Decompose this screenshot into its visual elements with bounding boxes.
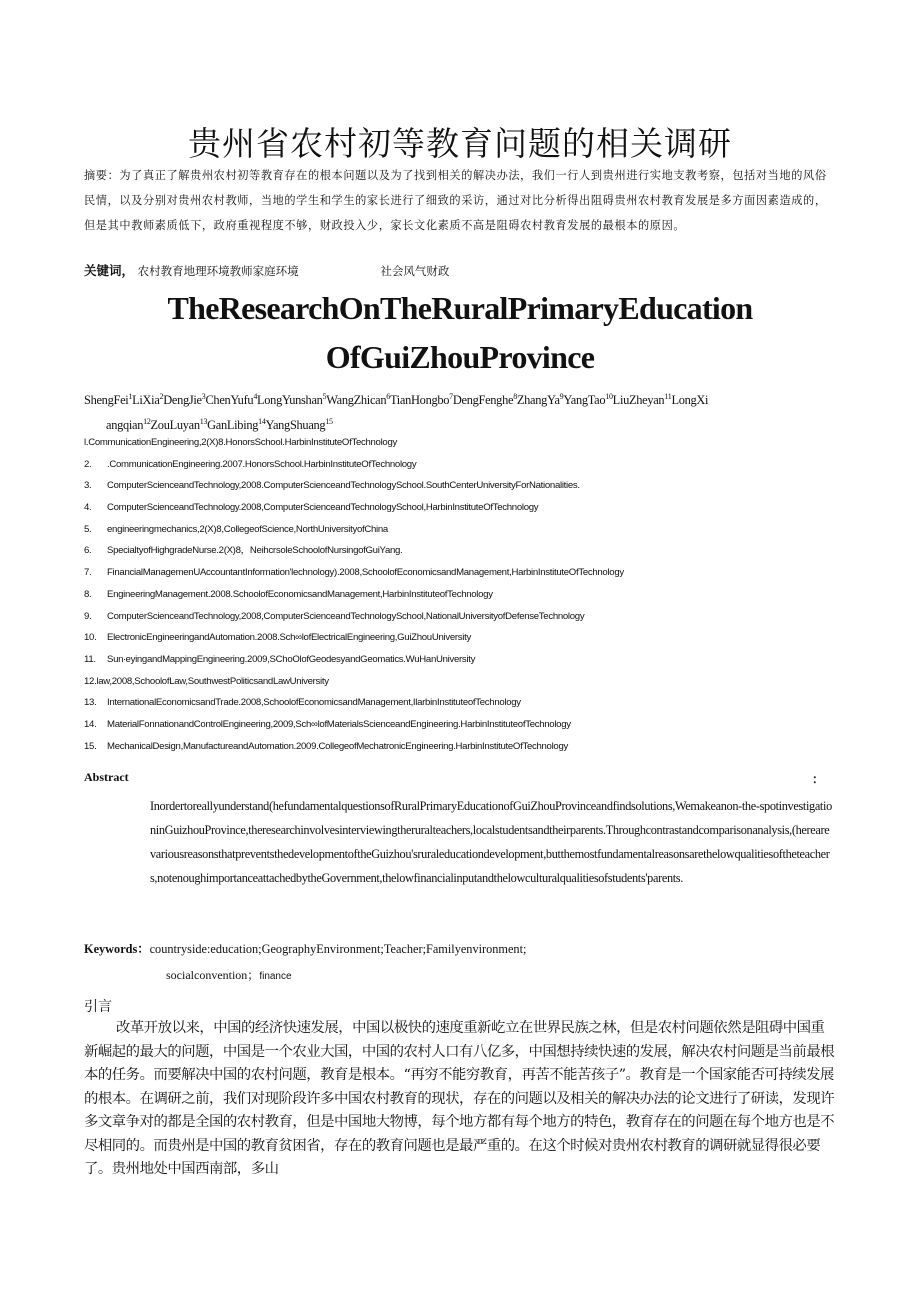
- affiliation-text: ComputerScienceandTechnology,2008,ComputerScienceandTechnologySchool,NationalUniversityofDefenseTechnology: [107, 610, 585, 622]
- affiliation-number: 3.: [84, 480, 92, 492]
- author-sup: 12: [143, 417, 151, 427]
- affiliation-text: l.CommunicationEngineering,2(X)8.HonorsSchool.HarbinInstituteOfTechnology: [84, 437, 397, 448]
- affiliation-number: 4.: [84, 502, 92, 514]
- author-line-1: [84, 386, 840, 411]
- author: ShengFei: [84, 393, 129, 408]
- affiliation-item: [84, 649, 864, 671]
- affiliation-number: 13.: [84, 697, 97, 709]
- chinese-keywords-part1: 农村教育地理环境教师家庭环境: [137, 264, 299, 278]
- affiliation-number: 2.: [84, 458, 92, 470]
- affiliation-text: InternationalEconomicsandTrade.2008,SchoolofEconomicsandManagement,IlarbinInstituteofTechnology: [107, 697, 521, 709]
- affiliation-text: EngineeringManagement.2008.SchoolofEconomicsandManagement,HarbinInstituteofTechnology: [107, 588, 493, 600]
- author: ZhangYa: [516, 393, 560, 408]
- author-list: [84, 386, 840, 436]
- affiliation-number: 5.: [84, 523, 92, 535]
- author-sup: 10: [605, 392, 613, 401]
- author-sup: 14: [258, 417, 266, 427]
- author-sup: 15: [325, 417, 333, 427]
- author-sup: 6: [386, 392, 390, 401]
- affiliation-item: [84, 736, 864, 758]
- intro-heading: 引言: [84, 999, 112, 1015]
- keywords-text-2a: socialconvention；: [166, 968, 260, 982]
- chinese-keywords: [84, 262, 836, 280]
- author: YangTao: [563, 393, 606, 408]
- chinese-abstract: 摘要：为了真正了解贵州农村初等教育存在的根本问题以及为了找到相关的解决办法，我们一行人到贵州进行实地支教考察，包括对当地的风俗民情，以及分别对贵州农村教师，当地的学生和学生的家长进行了细致的采访，通过对比分析得出阻碍贵州农村教育发展是多方面因素造成的，但是其中教师素质低下，政府重视程度不够，财政投入少，家长文化素质不高是阻碍农村教育发展的最根本的原因。: [84, 169, 827, 232]
- author-sup: 13: [199, 417, 208, 427]
- affiliation-item: [84, 627, 864, 649]
- affiliation-item: [84, 584, 864, 606]
- abstract-body: Inordertoreallyunderstand(hefundamentalquestionsofRuralPrimaryEducationofGuiZhouProvinceandfindsolutions,Wemakeanon-the-spotinvestigationinGuizhouProvince,theresearchinvolvesinterviewingtheruralteachers,localstudentsandtheirparents.Throughcontrastandcomparisonanalysis,(herearevariousreasonsthatpreventsthedevelopmentoftheGuizhou'sruraleducationdevelopment,butthemostfundamentalreasonsarethelowqualitiesoftheteachers,notenoughimportanceattachedbytheGovernment,thelowfinancialinputandthelowculturalqualitiesofstudents'parents.: [150, 799, 832, 885]
- author-sup: 3: [201, 392, 206, 401]
- chinese-keywords-part2: 社会风气财政: [380, 264, 450, 278]
- abstract-label: Abstract: [84, 770, 129, 784]
- affiliation-number: 14.: [84, 718, 97, 730]
- affiliation-item: [84, 692, 864, 714]
- author-sup: 2: [159, 392, 164, 401]
- affiliation-text: MechanicalDesign,ManufactureandAutomation.2009.CollegeofMechatronicEngineering.HarbinInstituteOfTechnology: [107, 740, 568, 752]
- affiliation-text: engineeringmechanics,2(X)8,CollegeofScience,NorthUniversityofChina: [107, 523, 388, 535]
- affiliation-text: FinancialManagemenUAccountantInformation'lechnology).2008,SchoolofEconomicsandManagement,HarbinInstituteOfTechnology: [107, 567, 624, 579]
- author: LiXia: [132, 393, 160, 408]
- author: LongXi: [671, 393, 709, 408]
- author: TianHongbo: [389, 393, 450, 408]
- affiliation-number: 11.: [84, 653, 96, 665]
- affiliation-item: [84, 606, 864, 628]
- author: LiuZheyan: [612, 393, 665, 408]
- author: ZouLuyan: [150, 418, 200, 433]
- affiliation-number: 9.: [84, 610, 92, 622]
- author: angqian: [106, 418, 144, 433]
- author: LongYunshan: [257, 393, 323, 408]
- affiliation-list: [84, 432, 864, 757]
- affiliation-number: 8.: [84, 588, 92, 600]
- affiliation-item: [84, 540, 864, 562]
- affiliation-text: MaterialFonnationandControlEngineering,2009,Sch∞lofMaterialsScienceandEngineering.HarbinInstituteofTechnology: [107, 718, 571, 730]
- keywords-label: Keywords：: [84, 942, 150, 956]
- intro-body: 改革开放以来，中国的经济快速发展，中国以极快的速度重新屹立在世界民族之林，但是农村问题依然是阻碍中国重新崛起的最大的问题，中国是一个农业大国，中国的农村人口有八亿多，中国想持续快速的发展，解决农村问题是当前最根本的任务。而要解决中国的农村问题，教育是根本。“再穷不能穷教育，再苦不能苦孩子”。教育是一个国家能否可持续发展的根本。在调研之前，我们对现阶段许多中国农村教育的现状，存在的问题以及相关的解决办法的论文进行了研读，发现许多文章争对的都是全国的农村教育，但是中国地大物博，每个地方都有每个地方的特色，教育存在的问题在每个地方也是不尽相同的。而贵州是中国的教育贫困省，存在的教育问题也是最严重的。在这个时候对贵州农村教育的调研就显得很必要了。贵州地处中国西南部，多山: [84, 1020, 835, 1177]
- chinese-title: 贵州省农村初等教育问题的相关调研: [188, 124, 732, 163]
- keywords-line-2: [166, 966, 292, 983]
- abstract-colon: ：: [811, 772, 824, 786]
- affiliation-item: [84, 475, 864, 497]
- author-sup: 11: [664, 392, 672, 401]
- affiliation-number: 7.: [84, 567, 92, 579]
- author-sup: 7: [449, 392, 453, 401]
- affiliation-item: [84, 432, 864, 454]
- author: ChenYufu: [205, 393, 254, 408]
- affiliation-item: [84, 454, 864, 476]
- author: DengJie: [163, 393, 202, 408]
- affiliation-text: .CommunicationEngineering.2007.HonorsSchool.HarbinInstituteOfTechnology: [107, 458, 417, 470]
- affiliation-item: [84, 497, 864, 519]
- author: WangZhican: [326, 393, 387, 408]
- chinese-keywords-label: 关键词，: [84, 263, 135, 278]
- affiliation-text: ComputerScienceandTechnology.2008,ComputerScienceandTechnologySchool,HarbinInstituteOfTechnology: [107, 502, 539, 514]
- affiliation-text: ElectronicEngineeringandAutomation.2008.Sch∞lofElectricalEngineering,GuiZhouUniversity: [107, 632, 471, 644]
- author-sup: 4: [253, 392, 258, 401]
- affiliation-text: 12.law,2008,SchoolofLaw,SouthwestPoliticsandLawUniversity: [84, 675, 329, 687]
- affiliation-text: SpecialtyofHighgradeNurse.2(X)8，NeihcrsoleSchoolofNursingofGuiYang.: [107, 545, 403, 557]
- affiliation-item: [84, 519, 864, 541]
- keywords-text-2b: finance: [259, 971, 292, 982]
- author-sup: 5: [322, 392, 327, 401]
- author: GanLibing: [207, 418, 259, 433]
- affiliation-item: [84, 562, 864, 584]
- affiliation-item: [84, 671, 864, 693]
- author-sup: 8: [513, 392, 517, 401]
- english-title-line2: OfGuiZhouProvince: [325, 339, 595, 375]
- affiliation-text: ComputerScienceandTechnology,2008.ComputerScienceandTechnologySchool.SouthCenterUniversityForNationalities.: [107, 480, 580, 492]
- affiliation-number: 15.: [84, 740, 97, 752]
- affiliation-text: Sun∙eyingandMappingEngineering.2009,SChoOlofGeodesyandGeomatics.WuHanUniversity: [107, 653, 476, 665]
- english-title-line1: TheResearchOnTheRuralPrimaryEducation: [167, 290, 753, 326]
- keywords-line: [84, 940, 844, 958]
- author-sup: 1: [128, 392, 133, 401]
- keywords-text: countryside:education;GeographyEnvironment;Teacher;Familyenvironment;: [149, 942, 527, 956]
- author: YangShuang: [265, 418, 326, 433]
- affiliation-number: 6.: [84, 545, 92, 557]
- author: DengFenghe: [452, 393, 514, 408]
- author-sup: 9: [559, 392, 564, 401]
- affiliation-number: 10.: [84, 632, 97, 644]
- abstract-heading: [84, 770, 836, 785]
- affiliation-item: [84, 714, 864, 736]
